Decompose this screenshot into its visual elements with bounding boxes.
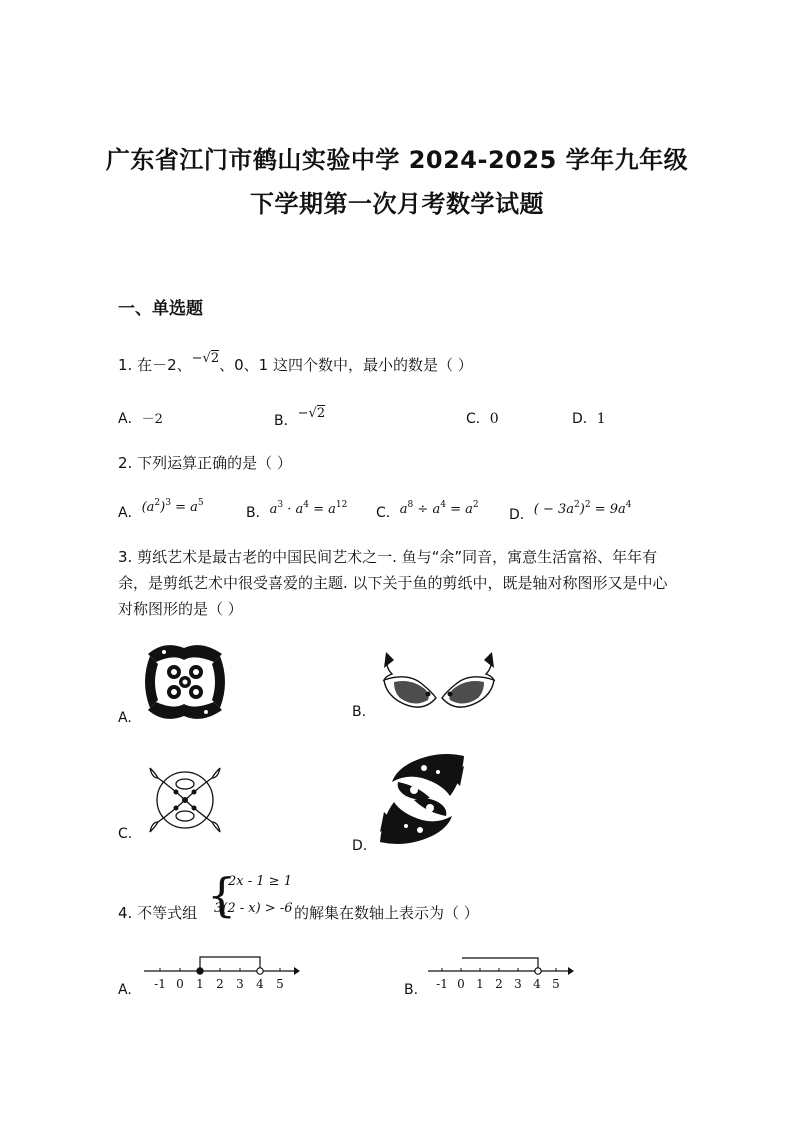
q4-option-b-number-line[interactable] xyxy=(424,950,580,996)
q2-option-b[interactable] xyxy=(246,502,347,522)
axis-tick-label: 5 xyxy=(552,977,560,991)
q1-sqrt-sign: √ xyxy=(202,351,211,366)
q1-option-b-sqrt-sign: √ xyxy=(308,406,317,421)
page-title-line1: 广东省江门市鹤山实验中学 2024-2025 学年九年级 xyxy=(105,146,689,174)
page-title-line2: 下学期第一次月考数学试题 xyxy=(250,190,544,218)
q3-option-b-label[interactable]: B. xyxy=(352,704,367,720)
q2-d-p3: = 9a xyxy=(590,502,626,517)
q1-radicand: 2 xyxy=(210,351,220,366)
section-heading: 一、单选题 xyxy=(118,299,203,319)
q1-option-b-radicand: 2 xyxy=(316,406,326,421)
q1-option-a-text: －2 xyxy=(141,412,163,427)
axis-tick-label: 5 xyxy=(276,977,284,991)
q2-c-p1: a xyxy=(399,502,408,517)
q2-c-e1: 8 xyxy=(407,500,414,510)
q3-option-a-label[interactable]: A. xyxy=(118,710,132,726)
axis-tick-label: 1 xyxy=(196,977,204,991)
q2-option-b-label: B． xyxy=(246,505,270,521)
axis-arrow xyxy=(294,967,300,975)
axis-tick-label: 2 xyxy=(495,977,503,991)
axis-tick-label: 1 xyxy=(476,977,484,991)
q2-d-e2: 2 xyxy=(584,500,591,510)
q2-c-e2: 4 xyxy=(440,500,446,510)
q1-option-c[interactable] xyxy=(466,408,499,428)
q4-suffix: 的解集在数轴上表示为（ ） xyxy=(294,904,479,922)
q2-c-e3: 2 xyxy=(472,500,479,510)
q4-inequality-1: 2x - 1 ≥ 1 xyxy=(228,874,292,889)
q4-inequality-2: 3(2 - x) > -6 xyxy=(214,901,293,916)
q1-option-d[interactable] xyxy=(572,408,606,428)
fish-papercut-b-image[interactable] xyxy=(378,650,500,716)
q3-option-c-label[interactable]: C. xyxy=(118,826,133,842)
q2-option-d-label: D． xyxy=(509,507,534,523)
q1-option-c-label: C． xyxy=(466,411,490,427)
fish-papercut-a-image[interactable] xyxy=(144,642,226,722)
q2-option-a[interactable] xyxy=(118,498,204,522)
axis-tick-label: -1 xyxy=(154,977,166,991)
q2-b-e2: 4 xyxy=(303,500,309,510)
q2-a-e1: 2 xyxy=(154,498,161,508)
q4-option-b-label[interactable]: B. xyxy=(404,982,419,998)
q1-option-d-text: 1 xyxy=(596,411,606,427)
q2-a-p1: (a xyxy=(141,500,155,515)
q2-b-p3: = a xyxy=(309,502,336,517)
q1-minus: − xyxy=(191,351,203,366)
axis-tick-label: -1 xyxy=(436,977,448,991)
question-2-stem: 2. 下列运算正确的是（ ） xyxy=(118,454,292,472)
axis-arrow xyxy=(568,967,574,975)
question-3-stem: 3. 剪纸艺术是最古老的中国民间艺术之一. 鱼与“余”同音，寓意生活富裕、年年有余，是剪纸艺术中很受喜爱的主题. 以下关于鱼的剪纸中，既是轴对称图形又是中心对称图形的是（ ） xyxy=(118,548,668,618)
q2-a-p3: = a xyxy=(170,500,198,515)
q2-d-p2: ) xyxy=(579,502,585,517)
q2-a-p2: ) xyxy=(160,500,166,515)
q4-brace: { xyxy=(207,868,237,922)
fish-papercut-d-image[interactable] xyxy=(378,752,466,846)
open-endpoint xyxy=(535,968,541,974)
q2-c-p2: ÷ a xyxy=(413,502,441,517)
q2-a-e3: 5 xyxy=(197,498,204,508)
q2-option-d[interactable] xyxy=(509,500,632,524)
q2-d-p1: ( − 3a xyxy=(533,502,575,517)
q1-suffix: 、0、1 这四个数中，最小的数是（ ） xyxy=(219,356,473,374)
q4-prefix: 4. 不等式组 xyxy=(118,904,198,922)
q1-option-b[interactable] xyxy=(274,406,326,430)
q2-b-p1: a xyxy=(269,502,278,517)
q2-option-c-label: C． xyxy=(376,505,400,521)
fish-papercut-c-image[interactable] xyxy=(146,764,224,836)
axis-tick-label: 0 xyxy=(457,977,465,991)
axis-tick-label: 2 xyxy=(216,977,224,991)
q4-option-a-label[interactable]: A. xyxy=(118,982,132,998)
open-endpoint xyxy=(257,968,263,974)
q2-b-e1: 3 xyxy=(277,500,284,510)
axis-tick-label: 4 xyxy=(533,977,541,991)
axis-tick-label: 3 xyxy=(236,977,244,991)
q2-d-e1: 2 xyxy=(574,500,580,510)
q1-option-b-minus: − xyxy=(297,406,309,421)
q1-option-a[interactable] xyxy=(118,408,163,428)
q3-option-d-label[interactable]: D. xyxy=(352,838,368,854)
q2-d-e3: 4 xyxy=(625,500,632,510)
axis-tick-label: 0 xyxy=(176,977,184,991)
q2-option-c[interactable] xyxy=(376,502,479,522)
axis-tick-label: 3 xyxy=(514,977,522,991)
q1-option-b-label: B． xyxy=(274,413,298,429)
solution-bracket xyxy=(200,957,260,971)
axis-tick-label: 4 xyxy=(256,977,264,991)
q1-option-c-text: 0 xyxy=(489,411,499,427)
q1-option-a-label: A． xyxy=(118,411,142,427)
solution-bracket xyxy=(462,958,538,971)
q2-b-e3: 12 xyxy=(335,500,348,510)
q2-a-e2: 3 xyxy=(165,498,171,508)
question-1-stem xyxy=(118,352,473,380)
q2-c-p3: = a xyxy=(445,502,473,517)
q2-b-p2: · a xyxy=(283,502,304,517)
q1-option-d-label: D． xyxy=(572,411,597,427)
q1-prefix: 1. 在－2、 xyxy=(118,356,192,374)
q4-option-a-number-line[interactable] xyxy=(140,950,304,996)
closed-endpoint xyxy=(197,968,203,974)
q2-option-a-label: A． xyxy=(118,505,142,521)
